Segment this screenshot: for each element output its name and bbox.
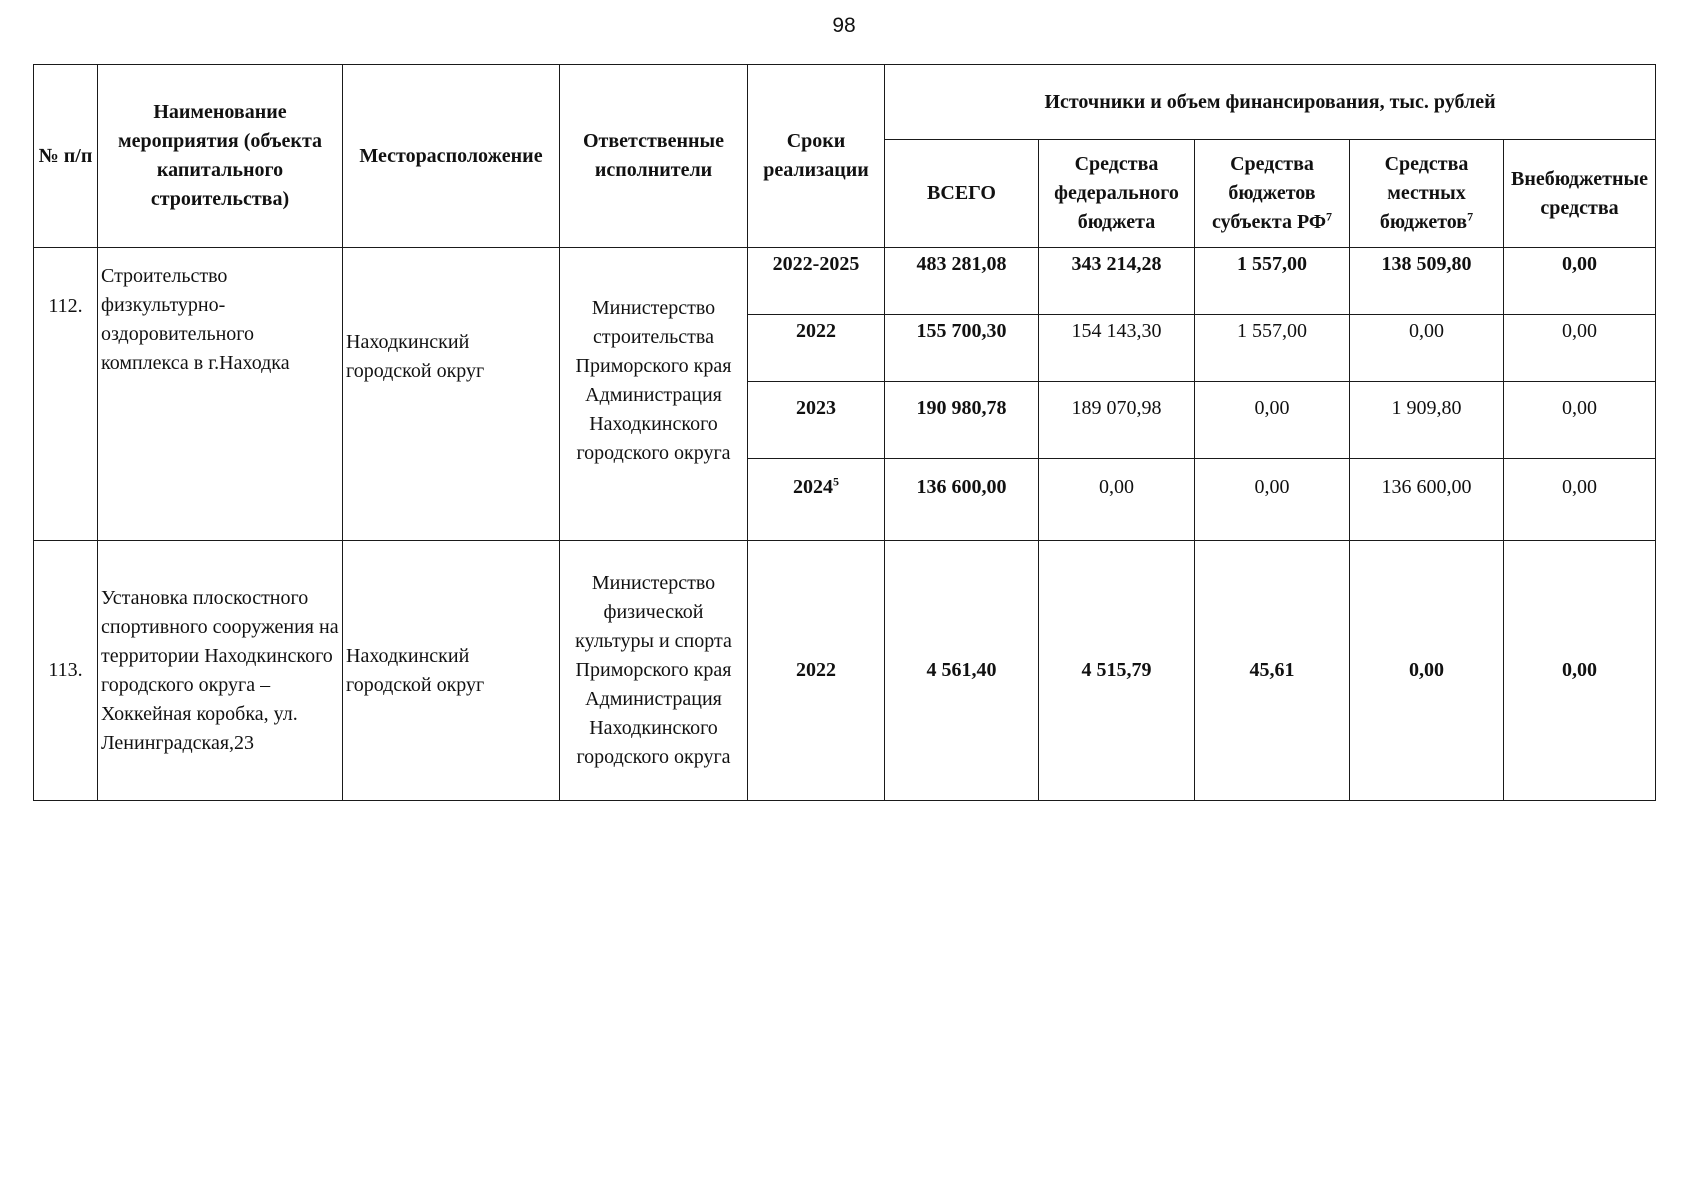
row-subject: 0,00 (1195, 382, 1350, 459)
row-subject: 1 557,00 (1195, 248, 1350, 315)
row-total: 155 700,30 (885, 315, 1039, 382)
row-year: 2022-2025 (748, 248, 885, 315)
row-extra: 0,00 (1504, 382, 1656, 459)
row-location: Находкинский городской округ (343, 248, 560, 541)
row-year (748, 459, 885, 541)
row-federal: 343 214,28 (1039, 248, 1195, 315)
header-local (1350, 140, 1504, 248)
row-year-text: 2024 (793, 476, 833, 498)
row-extra: 0,00 (1504, 541, 1656, 801)
header-num: № п/п (34, 65, 98, 248)
row-extra: 0,00 (1504, 315, 1656, 382)
row-executors: Министерство физической культуры и спорта Приморского края Администрация Находкинского городского округа (560, 541, 748, 801)
header-local-note: 7 (1467, 209, 1474, 224)
header-extra: Внебюджетные средства (1504, 140, 1656, 248)
row-local: 0,00 (1350, 541, 1504, 801)
table-row (34, 541, 1656, 801)
header-subject (1195, 140, 1350, 248)
row-local: 0,00 (1350, 315, 1504, 382)
header-executors: Ответственные исполнители (560, 65, 748, 248)
row-federal: 154 143,30 (1039, 315, 1195, 382)
row-extra: 0,00 (1504, 459, 1656, 541)
row-total: 136 600,00 (885, 459, 1039, 541)
header-terms: Сроки реализации (748, 65, 885, 248)
header-federal: Средства федерального бюджета (1039, 140, 1195, 248)
row-subject: 45,61 (1195, 541, 1350, 801)
row-year: 2023 (748, 382, 885, 459)
header-local-text: Средства местных бюджетов (1379, 153, 1469, 233)
header-name: Наименование мероприятия (объекта капитального строительства) (98, 65, 343, 248)
financing-table (33, 64, 1656, 801)
header-sources: Источники и объем финансирования, тыс. рублей (885, 65, 1656, 140)
row-federal: 4 515,79 (1039, 541, 1195, 801)
row-executors: Министерство строительства Приморского края Администрация Находкинского городского округа (560, 248, 748, 541)
header-location: Месторасположение (343, 65, 560, 248)
row-num: 113. (34, 541, 98, 801)
page-number: 98 (832, 14, 856, 37)
row-location: Находкинский городской округ (343, 541, 560, 801)
row-year: 2022 (748, 315, 885, 382)
row-federal: 189 070,98 (1039, 382, 1195, 459)
row-name: Строительство физкультурно-оздоровительного комплекса в г.Находка (98, 248, 343, 541)
row-local: 1 909,80 (1350, 382, 1504, 459)
header-subject-text: Средства бюджетов субъекта РФ (1211, 153, 1327, 233)
row-subject: 1 557,00 (1195, 315, 1350, 382)
table-row (34, 248, 1656, 315)
header-total: ВСЕГО (885, 140, 1039, 248)
header-subject-note: 7 (1326, 209, 1333, 224)
row-year-note: 5 (833, 474, 839, 489)
row-total: 4 561,40 (885, 541, 1039, 801)
row-total: 483 281,08 (885, 248, 1039, 315)
row-total: 190 980,78 (885, 382, 1039, 459)
row-subject: 0,00 (1195, 459, 1350, 541)
row-year: 2022 (748, 541, 885, 801)
row-federal: 0,00 (1039, 459, 1195, 541)
row-local: 136 600,00 (1350, 459, 1504, 541)
row-num: 112. (34, 248, 98, 541)
row-local: 138 509,80 (1350, 248, 1504, 315)
row-extra: 0,00 (1504, 248, 1656, 315)
row-name: Установка плоскостного спортивного сооружения на территории Находкинского городского округа – Хоккейная коробка, ул. Ленинградская,23 (98, 541, 343, 801)
